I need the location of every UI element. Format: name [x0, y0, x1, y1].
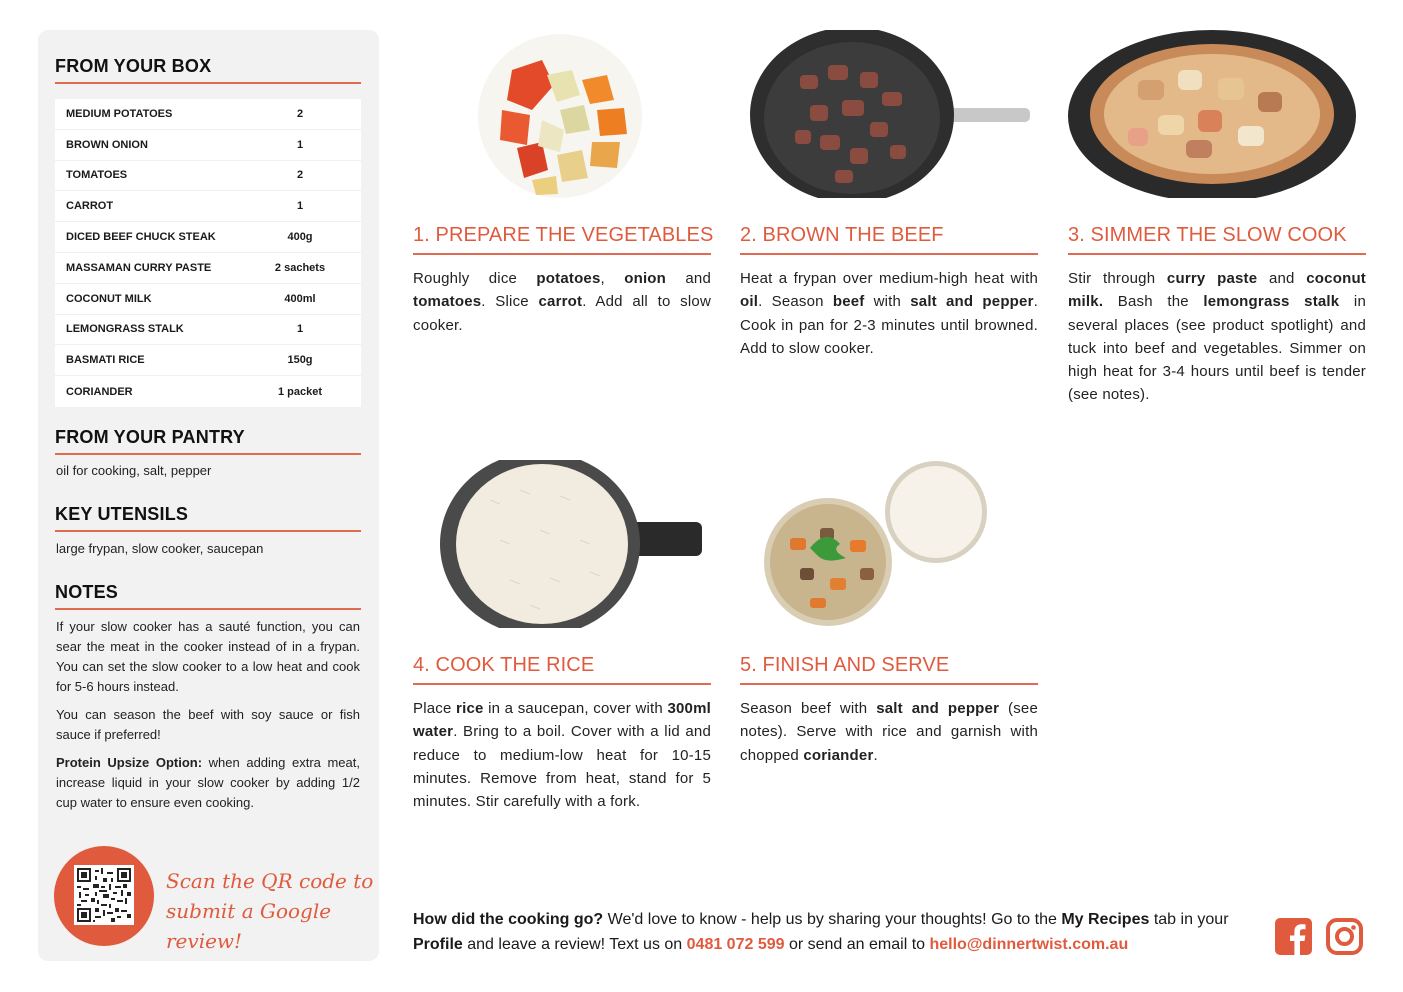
ingredient-qty: 1	[296, 323, 304, 336]
qr-caption-line: Scan the QR code to	[166, 869, 374, 893]
feedback-footer: How did the cooking go? We'd love to know - help us by sharing your thoughts! Go to the My Recipes tab in your Profile and leave a review! Text us on 0481 072 599 or send an email to hello@dinnertwist.com.au	[413, 911, 1229, 953]
rice-saucepan-image	[440, 460, 702, 628]
ingredient-name: CORIANDER	[66, 385, 133, 398]
ingredient-name: DICED BEEF CHUCK STEAK	[66, 231, 216, 244]
slow-cooker-image	[1068, 30, 1356, 198]
ingredient-qty: 2 sachets	[274, 261, 326, 274]
qr-code[interactable]	[74, 865, 134, 925]
utensils-heading: KEY UTENSILS	[55, 504, 189, 524]
ingredient-qty: 1	[296, 200, 304, 213]
facebook-icon[interactable]	[1275, 918, 1312, 955]
protein-upsize-text: when adding extra meat, increase liquid in your slow cooker by adding 1/2 cup water to ensure even cooking.	[56, 755, 360, 810]
pantry-heading: FROM YOUR PANTRY	[55, 427, 245, 447]
step-5-title: 5. FINISH AND SERVE	[740, 654, 950, 676]
section-rule	[55, 82, 361, 84]
qr-caption	[166, 866, 379, 956]
from-your-box-heading: FROM YOUR BOX	[55, 56, 212, 76]
section-rule	[55, 453, 361, 455]
protein-upsize-label: Protein Upsize Option:	[56, 755, 203, 770]
table-row	[55, 130, 361, 161]
step-3-body: Stir through curry paste and coconut milk. Bash the lemongrass stalk in several places (see product spotlight) and tuck into beef and vegetables. Simmer on high heat for 3-4 hours until beef is tender (see notes).	[1068, 270, 1366, 404]
qr-caption-line: submit a Google review!	[166, 899, 332, 953]
ingredient-qty: 400g	[287, 231, 313, 244]
ingredient-qty: 2	[296, 169, 304, 182]
step-1-body: Roughly dice potatoes, onion and tomatoes. Slice carrot. Add all to slow cooker.	[413, 270, 711, 334]
feedback-question: How did the cooking go?	[413, 911, 604, 928]
table-row	[55, 284, 361, 315]
step-1-title: 1. PREPARE THE VEGETABLES	[413, 224, 714, 246]
table-row	[55, 99, 361, 130]
step-2-body: Heat a frypan over medium-high heat with oil. Season beef with salt and pepper. Cook in pan for 2-3 minutes until browned. Add to slow cooker.	[740, 270, 1038, 357]
ingredient-qty: 150g	[287, 354, 313, 367]
ingredient-name: TOMATOES	[66, 169, 128, 182]
ingredients-sidebar	[38, 30, 379, 961]
step-rule	[413, 683, 711, 685]
notes-body	[56, 617, 360, 821]
step-2-title: 2. BROWN THE BEEF	[740, 224, 944, 246]
pantry-text: oil for cooking, salt, pepper	[56, 463, 212, 478]
table-row	[55, 315, 361, 346]
qr-code-badge[interactable]	[54, 846, 154, 946]
section-rule	[55, 530, 361, 532]
step-4-body: Place rice in a saucepan, cover with 300ml water. Bring to a boil. Cover with a lid and reduce to medium-low heat for 10-15 minutes. Remove from heat, stand for 5 minutes. Stir carefully with a fork.	[413, 700, 712, 811]
ingredient-qty: 2	[296, 107, 304, 120]
instagram-icon[interactable]	[1326, 918, 1363, 955]
email-link[interactable]: hello@dinnertwist.com.au	[929, 936, 1129, 953]
ingredient-name: LEMONGRASS STALK	[66, 323, 184, 336]
notes-paragraph	[56, 753, 360, 813]
ingredient-qty: 400ml	[284, 292, 316, 305]
table-row	[55, 376, 361, 407]
ingredient-qty: 1 packet	[277, 385, 323, 398]
ingredients-table	[55, 99, 361, 407]
notes-paragraph: If your slow cooker has a sauté function, you can sear the meat in the cooker instead of in a frypan. You can set the slow cooker to a low heat and cook for 5-6 hours instead.	[56, 619, 360, 694]
ingredient-qty: 1	[296, 138, 304, 151]
table-row	[55, 161, 361, 192]
ingredient-name: BROWN ONION	[66, 138, 148, 151]
step-rule	[740, 253, 1038, 255]
finished-dish-image	[760, 458, 992, 630]
notes-paragraph: You can season the beef with soy sauce or fish sauce if preferred!	[56, 707, 360, 742]
step-rule	[413, 253, 711, 255]
ingredient-name: MASSAMAN CURRY PASTE	[66, 261, 212, 274]
table-row	[55, 222, 361, 253]
table-row	[55, 191, 361, 222]
ingredient-name: COCONUT MILK	[66, 292, 152, 305]
ingredient-name: BASMATI RICE	[66, 354, 145, 367]
step-rule	[1068, 253, 1366, 255]
step-4-title: 4. COOK THE RICE	[413, 654, 595, 676]
ingredient-name: CARROT	[66, 200, 114, 213]
table-row	[55, 253, 361, 284]
step-rule	[740, 683, 1038, 685]
section-rule	[55, 608, 361, 610]
ingredient-name: MEDIUM POTATOES	[66, 107, 173, 120]
step-3-title: 3. SIMMER THE SLOW COOK	[1068, 224, 1347, 246]
utensils-text: large frypan, slow cooker, saucepan	[56, 541, 264, 556]
table-row	[55, 345, 361, 376]
phone-link[interactable]: 0481 072 599	[686, 936, 785, 953]
step-5-body: Season beef with salt and pepper (see notes). Serve with rice and garnish with chopped coriander.	[740, 700, 1038, 764]
my-recipes-link[interactable]: My Recipes	[1061, 911, 1150, 928]
notes-heading: NOTES	[55, 582, 119, 602]
profile-link[interactable]: Profile	[413, 936, 463, 953]
vegetables-image	[472, 30, 648, 200]
frypan-beef-image	[750, 30, 1030, 198]
